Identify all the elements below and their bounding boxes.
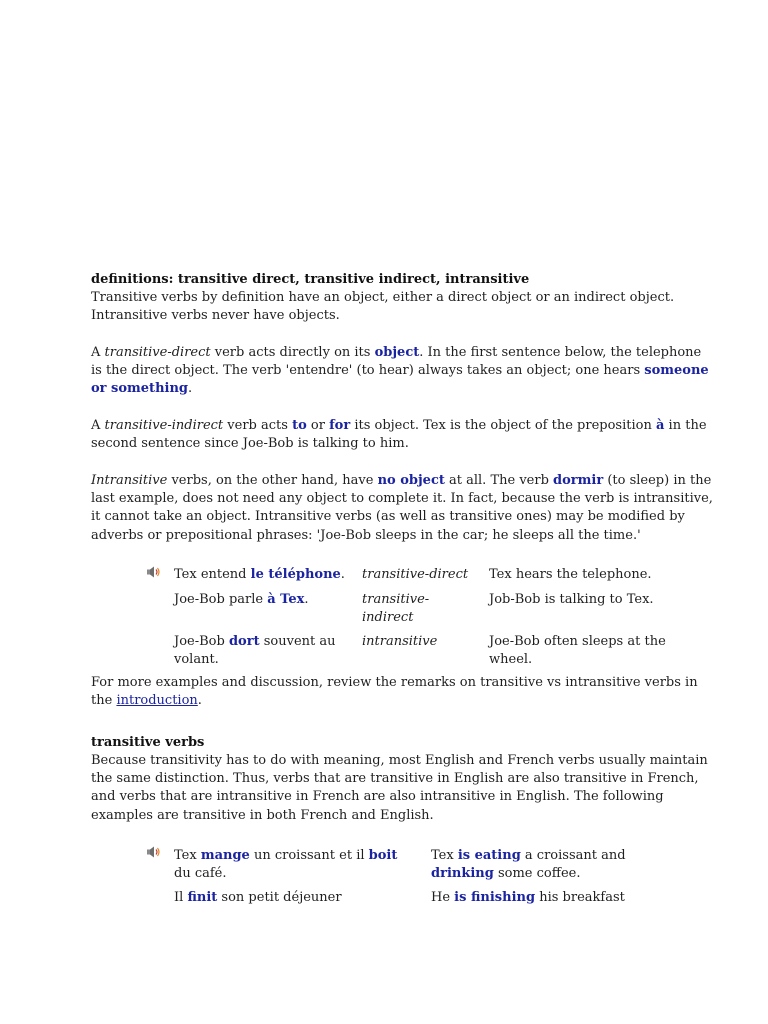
speaker-icon-graphic — [146, 845, 161, 859]
intro-paragraph: Transitive verbs by definition have an object, either a direct object or an indirect object. Intransitive verbs never have objects. — [91, 290, 675, 324]
example-type-3: intransitive — [362, 634, 438, 649]
speaker-icon[interactable] — [146, 845, 161, 859]
example-fr-2: Joe-Bob parle à Tex. — [174, 592, 309, 607]
transitive-direct-paragraph: A transitive-direct verb acts directly on its object. In the first sentence below, the telephone is the direct object. The verb 'entendre' (to hear) always takes an object; one hears someone or something. — [91, 345, 709, 397]
example-fr-4: Tex mange un croissant et il boit du café. — [174, 848, 398, 882]
more-examples-paragraph: For more examples and discussion, review the remarks on transitive vs intransitive verbs in the introduction. — [91, 675, 698, 709]
example-en-5: He is finishing his breakfast — [431, 890, 625, 905]
example-fr-3: Joe-Bob dort souvent au volant. — [174, 634, 336, 668]
speaker-icon[interactable] — [146, 565, 161, 579]
section-heading-transitive-verbs: transitive verbs — [91, 735, 205, 750]
section-heading-definitions: definitions: transitive direct, transitive indirect, intransitive — [91, 272, 530, 287]
example-en-2: Job-Bob is talking to Tex. — [489, 592, 654, 607]
example-type-1: transitive-direct — [362, 567, 469, 582]
example-fr-5: Il finit son petit déjeuner — [174, 890, 342, 905]
transitive-indirect-paragraph: A transitive-indirect verb acts to or for its object. Tex is the object of the preposition à in the second sentence since Joe-Bob is talking to him. — [91, 418, 707, 452]
speaker-icon-graphic — [146, 565, 161, 579]
example-en-1: Tex hears the telephone. — [489, 567, 652, 582]
intransitive-paragraph: Intransitive verbs, on the other hand, have no object at all. The verb dormir (to sleep) in the last example, does not need any object to complete it. In fact, because the verb is intransitive, it cannot take an object. Intransitive verbs (as well as transitive ones) may be modified by adverbs or prepositional phrases: 'Joe-Bob sleeps in the car; he sleeps all the time.' — [91, 473, 713, 543]
example-en-4: Tex is eating a croissant and drinking some coffee. — [431, 848, 626, 882]
transitive-verbs-paragraph: Because transitivity has to do with meaning, most English and French verbs usually maintain the same distinction. Thus, verbs that are transitive in English are also transitive in French, and verbs that are intransitive in French are also intransitive in English. The following examples are transitive in both French and English. — [91, 753, 708, 823]
example-type-2: transitive-indirect — [362, 592, 430, 626]
introduction-link[interactable]: introduction — [116, 693, 198, 709]
example-fr-1: Tex entend le téléphone. — [174, 567, 345, 582]
example-en-3: Joe-Bob often sleeps at the wheel. — [489, 634, 666, 668]
